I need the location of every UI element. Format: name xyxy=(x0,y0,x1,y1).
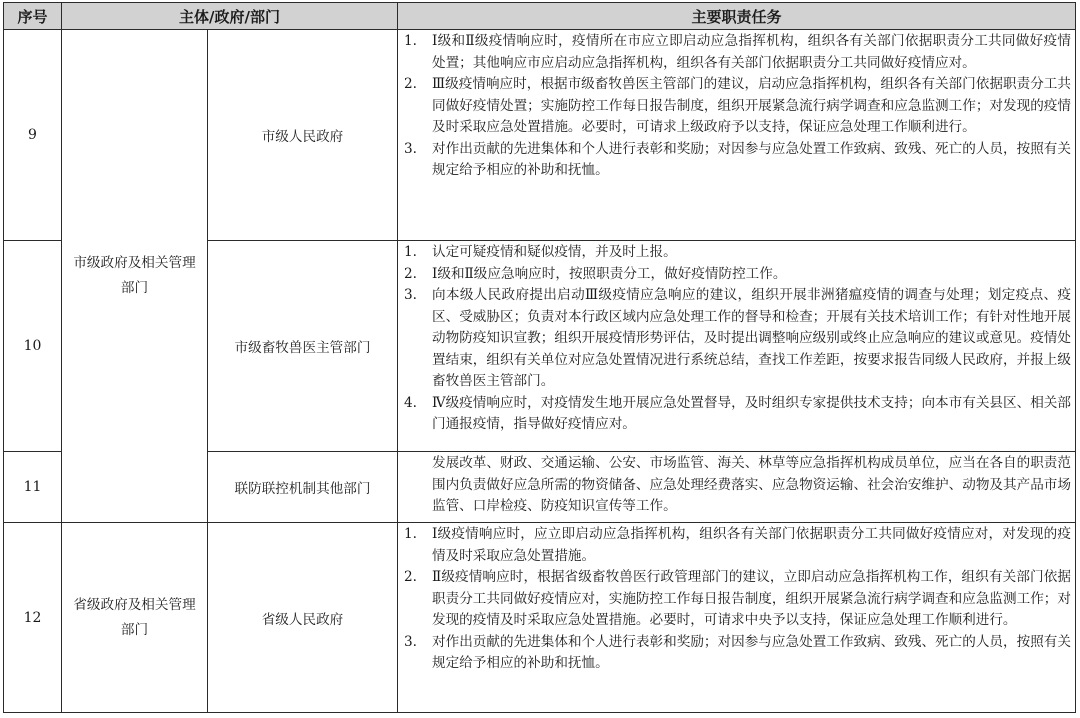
task-item: 1. Ⅰ级和Ⅱ级疫情响应时，疫情所在市应立即启动应急指挥机构，组织各有关部门依据职责分工共同做好疫情处置；其他响应市应启动应急指挥机构，组织各有关部门依据职责分工共同做好疫情应对。 xyxy=(404,33,1071,71)
responsibility-table xyxy=(3,2,1076,713)
group-label: 省级政府及相关管理部门 xyxy=(62,523,208,713)
table-row xyxy=(4,523,1076,713)
header-num: 序号 xyxy=(4,3,62,30)
group-label: 市级政府及相关管理部门 xyxy=(62,30,208,523)
task-list xyxy=(404,31,1071,182)
table-header-row xyxy=(4,3,1076,30)
row-number: 9 xyxy=(4,30,62,241)
task-cell xyxy=(398,241,1076,452)
header-tasks: 主要职责任务 xyxy=(398,3,1076,30)
task-item: 2. Ⅲ级疫情响应时，根据市级畜牧兽医主管部门的建议，启动应急指挥机构，组织各有关部门依据职责分工共同做好疫情处置；实施防控工作每日报告制度，组织开展紧急流行病学调查和应急监测工作；对发现的疫情及时采取应急处置措施。必要时，可请求上级政府予以支持，保证应急处理工作顺利进行。 xyxy=(404,76,1071,135)
row-number: 12 xyxy=(4,523,62,713)
task-paragraph: 发展改革、财政、交通运输、公安、市场监管、海关、林草等应急指挥机构成员单位，应当在各自的职责范围内负责做好应急所需的物资储备、应急处理经费落实、应急物资运输、社会治安维护、动物及其产品市场监管、口岸检疫、防疫知识宣传等工作。 xyxy=(432,455,1071,514)
table-row xyxy=(4,30,1076,241)
task-list xyxy=(404,242,1071,436)
task-item: 4. Ⅳ级疫情响应时，对疫情发生地开展应急处置督导，及时组织专家提供技术支持；向本市有关县区、相关部门通报疫情，指导做好疫情应对。 xyxy=(404,394,1071,432)
department-name: 市级人民政府 xyxy=(208,30,398,241)
header-subject: 主体/政府/部门 xyxy=(62,3,398,30)
task-item: 3. 向本级人民政府提出启动Ⅲ级疫情应急响应的建议，组织开展非洲猪瘟疫情的调查与处理；划定疫点、疫区、受威胁区；负责对本行政区域内应急处理工作的督导和检查；开展有关技术培训工作；有针对性地开展动物防疫知识宣教；组织开展疫情形势评估，及时提出调整响应级别或终止应急响应的建议或意见。疫情处置结束，组织有关单位对应急处置情况进行系统总结，查找工作差距，按要求报告同级人民政府，并报上级畜牧兽医主管部门。 xyxy=(404,287,1071,389)
task-list xyxy=(404,524,1071,675)
task-cell xyxy=(398,523,1076,713)
department-name: 省级人民政府 xyxy=(208,523,398,713)
task-item: 1. 认定可疑疫情和疑似疫情，并及时上报。 xyxy=(404,244,677,260)
task-item: 1. Ⅰ级疫情响应时，应立即启动应急指挥机构，组织各有关部门依据职责分工共同做好疫情应对，对发现的疫情及时采取应急处置措施。 xyxy=(404,526,1071,564)
department-name: 市级畜牧兽医主管部门 xyxy=(208,241,398,452)
task-cell xyxy=(398,452,1076,523)
task-cell xyxy=(398,30,1076,241)
row-number: 11 xyxy=(4,452,62,523)
task-item: 2. Ⅱ级疫情响应时，根据省级畜牧兽医行政管理部门的建议，立即启动应急指挥机构工作，组织有关部门依据职责分工共同做好疫情应对，实施防控工作每日报告制度，组织开展紧急流行病学调查和应急监测工作；对发现的疫情及时采取应急处置措施。必要时，可请求中央予以支持，保证应急处理工作顺利进行。 xyxy=(404,569,1071,628)
task-item: 3. 对作出贡献的先进集体和个人进行表彰和奖励；对因参与应急处置工作致病、致残、死亡的人员，按照有关规定给予相应的补助和抚恤。 xyxy=(404,140,1071,178)
task-item: 3. 对作出贡献的先进集体和个人进行表彰和奖励；对因参与应急处置工作致病、致残、死亡的人员，按照有关规定给予相应的补助和抚恤。 xyxy=(404,633,1071,671)
department-name: 联防联控机制其他部门 xyxy=(208,452,398,523)
row-number: 10 xyxy=(4,241,62,452)
task-item: 2. Ⅰ级和Ⅱ级应急响应时，按照职责分工，做好疫情防控工作。 xyxy=(404,265,787,282)
